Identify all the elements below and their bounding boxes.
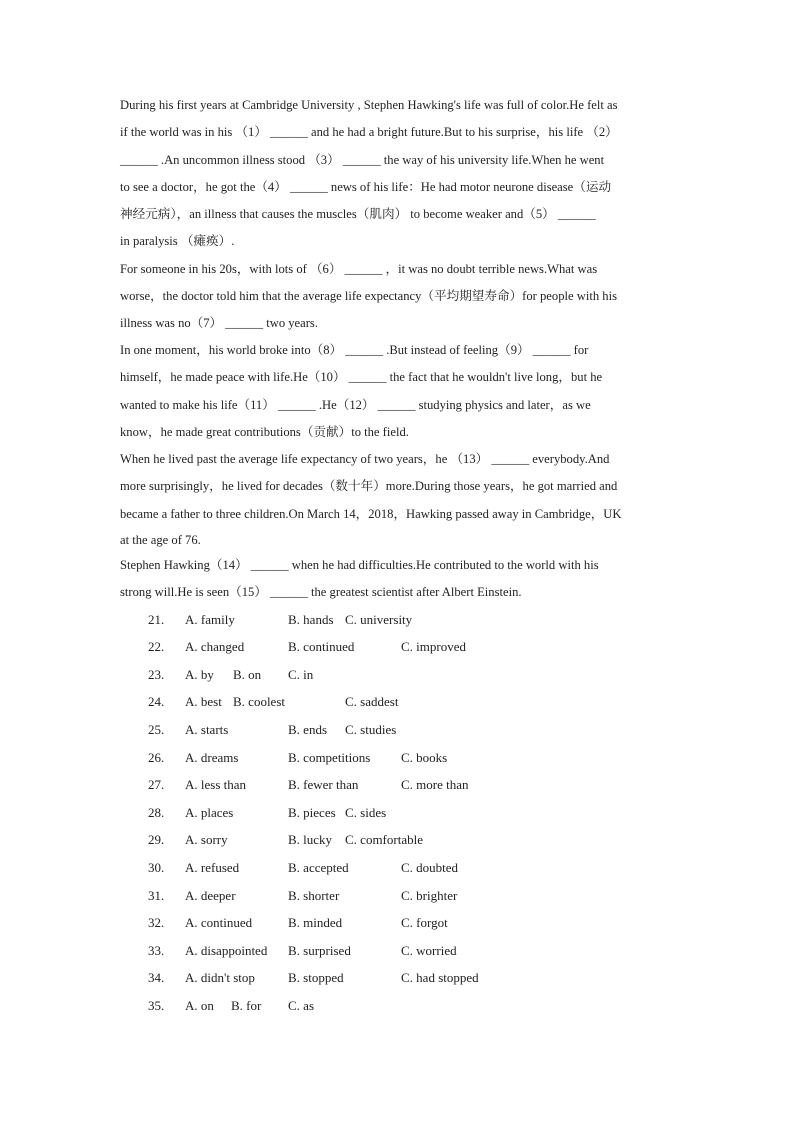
passage-line: became a father to three children.On March 14，2018，Hawking passed away in Cambridge，UK [120,507,622,521]
passage-line: to see a doctor，he got the（4） ______ news of his life：He had motor neurone disease（运动 [120,180,612,194]
question-number: 25. [148,722,165,737]
passage-line: worse，the doctor told him that the average life expectancy（平均期望寿命）for people with his [120,289,617,303]
question-number: 30. [148,860,165,875]
passage-line: wanted to make his life（11） ______ .He（12） ______ studying physics and later，as we [120,398,591,412]
option-c[interactable]: C. in [288,667,314,682]
question-23 [148,667,648,683]
option-b[interactable]: B. accepted [288,860,349,875]
option-c[interactable]: C. brighter [401,888,458,903]
option-c[interactable]: C. forgot [401,915,448,930]
option-a[interactable]: A. continued [185,915,253,930]
question-34 [148,970,648,986]
option-a[interactable]: A. family [185,612,235,627]
option-a[interactable]: A. starts [185,722,229,737]
option-a[interactable]: A. changed [185,639,245,654]
question-number: 29. [148,832,165,847]
option-c[interactable]: C. studies [345,722,397,737]
option-a[interactable]: A. dreams [185,750,239,765]
question-27 [148,777,648,793]
question-22 [148,639,648,655]
passage-line: During his first years at Cambridge University , Stephen Hawking's life was full of color.He felt as [120,98,618,112]
option-a[interactable]: A. by [185,667,214,682]
option-a[interactable]: A. best [185,694,222,709]
passage-line: In one moment，his world broke into（8） ______ .But instead of feeling（9） ______ for [120,343,589,357]
question-24 [148,694,648,710]
passage-line: Stephen Hawking（14） ______ when he had difficulties.He contributed to the world with his [120,558,599,572]
option-b[interactable]: B. fewer than [288,777,359,792]
question-number: 27. [148,777,165,792]
question-31 [148,888,648,904]
option-c[interactable]: C. saddest [345,694,399,709]
question-25 [148,722,648,738]
option-b[interactable]: B. for [231,998,262,1013]
question-number: 28. [148,805,165,820]
option-b[interactable]: B. coolest [233,694,285,709]
option-b[interactable]: B. on [233,667,262,682]
passage-line: if the world was in his （1） ______ and he had a bright future.But to his surprise，his life （2） [120,125,618,139]
question-number: 32. [148,915,165,930]
option-c[interactable]: C. more than [401,777,469,792]
option-a[interactable]: A. didn't stop [185,970,255,985]
option-b[interactable]: B. pieces [288,805,336,820]
option-a[interactable]: A. on [185,998,214,1013]
question-number: 33. [148,943,165,958]
passage-line: in paralysis （瘫痪）. [120,234,235,248]
option-c[interactable]: C. sides [345,805,387,820]
option-c[interactable]: C. university [345,612,413,627]
question-32 [148,915,648,931]
option-b[interactable]: B. minded [288,915,343,930]
question-26 [148,750,648,766]
question-30 [148,860,648,876]
passage-line: more surprisingly，he lived for decades（数十年）more.During those years，he got married and [120,479,618,493]
question-35 [148,998,648,1014]
passage-line: 神经元病），an illness that causes the muscles（肌肉） to become weaker and（5） ______ [120,207,596,221]
option-c[interactable]: C. improved [401,639,466,654]
question-number: 24. [148,694,165,709]
passage-line: strong will.He is seen（15） ______ the greatest scientist after Albert Einstein. [120,585,522,599]
question-number: 23. [148,667,165,682]
question-number: 26. [148,750,165,765]
question-number: 21. [148,612,165,627]
option-b[interactable]: B. continued [288,639,355,654]
question-21 [148,612,648,628]
option-a[interactable]: A. refused [185,860,240,875]
option-c[interactable]: C. books [401,750,448,765]
option-b[interactable]: B. surprised [288,943,351,958]
option-c[interactable]: C. had stopped [401,970,479,985]
question-number: 22. [148,639,165,654]
passage-line: at the age of 76. [120,533,201,547]
option-a[interactable]: A. less than [185,777,247,792]
question-29 [148,832,648,848]
question-28 [148,805,648,821]
option-b[interactable]: B. lucky [288,832,333,847]
passage-line: When he lived past the average life expectancy of two years，he （13） ______ everybody.And [120,452,610,466]
option-b[interactable]: B. ends [288,722,327,737]
option-b[interactable]: B. hands [288,612,334,627]
question-number: 34. [148,970,165,985]
option-c[interactable]: C. as [288,998,314,1013]
option-c[interactable]: C. doubted [401,860,459,875]
passage-line: know，he made great contributions（贡献）to the field. [120,425,409,439]
option-a[interactable]: A. disappointed [185,943,268,958]
option-b[interactable]: B. competitions [288,750,371,765]
passage-line: ______ .An uncommon illness stood （3） ______ the way of his university life.When he went [120,153,605,167]
option-b[interactable]: B. stopped [288,970,344,985]
question-number: 35. [148,998,165,1013]
option-a[interactable]: A. places [185,805,234,820]
passage-line: illness was no（7） ______ two years. [120,316,318,330]
passage-line: himself，he made peace with life.He（10） ______ the fact that he wouldn't live long，but he [120,370,603,384]
question-number: 31. [148,888,165,903]
question-33 [148,943,648,959]
option-a[interactable]: A. deeper [185,888,236,903]
option-c[interactable]: C. worried [401,943,457,958]
passage-line: For someone in his 20s，with lots of （6） ______ ，it was no doubt terrible news.What was [120,262,598,276]
option-c[interactable]: C. comfortable [345,832,423,847]
option-a[interactable]: A. sorry [185,832,228,847]
option-b[interactable]: B. shorter [288,888,340,903]
